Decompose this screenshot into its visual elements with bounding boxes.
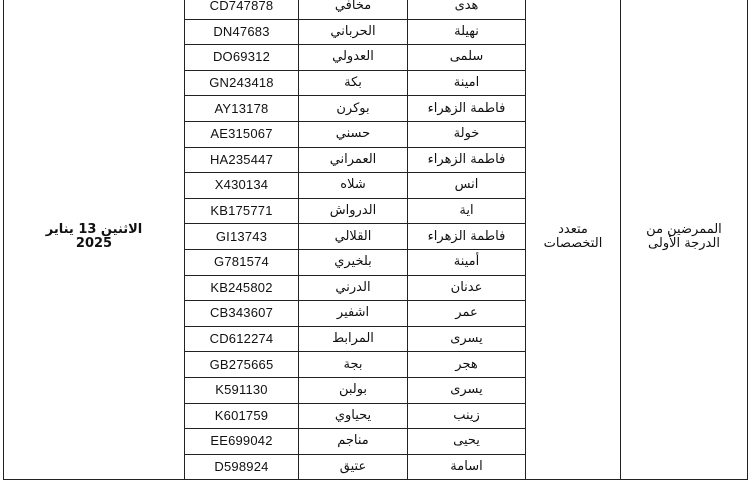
first-name-cell: يحيى [408, 429, 526, 455]
national-id-cell: K591130 [185, 377, 299, 403]
first-name-cell: عمر [408, 301, 526, 327]
national-id-cell: KB245802 [185, 275, 299, 301]
national-id-cell: CB343607 [185, 301, 299, 327]
first-name-cell: انس [408, 173, 526, 199]
last-name-cell: اشفير [299, 301, 408, 327]
exam-date-year: 2025 [75, 235, 113, 251]
first-name-cell: هجر [408, 352, 526, 378]
national-id-cell: GN243418 [185, 70, 299, 96]
national-id-cell: AY13178 [185, 96, 299, 122]
first-name-cell: فاطمة الزهراء [408, 224, 526, 250]
category-cell [621, 0, 748, 480]
first-name-cell: يسرى [408, 326, 526, 352]
specialty-cell [526, 0, 621, 480]
last-name-cell: المرابط [299, 326, 408, 352]
national-id-cell: KB175771 [185, 198, 299, 224]
first-name-cell: يسرى [408, 377, 526, 403]
specialty-line-2: التخصصات [543, 235, 603, 251]
exam-date-day: الاثنين 13 يناير [45, 221, 143, 237]
last-name-cell: بكة [299, 70, 408, 96]
national-id-cell: DO69312 [185, 45, 299, 71]
first-name-cell: امينة [408, 70, 526, 96]
national-id-cell: X430134 [185, 173, 299, 199]
national-id-cell: HA235447 [185, 147, 299, 173]
last-name-cell: القلالي [299, 224, 408, 250]
exam-date-cell [4, 0, 185, 480]
last-name-cell: حسني [299, 121, 408, 147]
category-line-2: الدرجة الأولى [648, 235, 720, 251]
last-name-cell: عتيق [299, 454, 408, 480]
last-name-cell: الحرباني [299, 19, 408, 45]
last-name-cell: مناجم [299, 429, 408, 455]
first-name-cell: اسامة [408, 454, 526, 480]
last-name-cell: يحياوي [299, 403, 408, 429]
first-name-cell: عدنان [408, 275, 526, 301]
last-name-cell: بولبن [299, 377, 408, 403]
national-id-cell: D598924 [185, 454, 299, 480]
last-name-cell: بجة [299, 352, 408, 378]
first-name-cell: نهيلة [408, 19, 526, 45]
last-name-cell: الدرني [299, 275, 408, 301]
first-name-cell: خولة [408, 121, 526, 147]
candidates-table-body [4, 0, 748, 480]
national-id-cell: DN47683 [185, 19, 299, 45]
last-name-cell: العمراني [299, 147, 408, 173]
last-name-cell: الدرواش [299, 198, 408, 224]
specialty-line-1: متعدد [558, 221, 588, 237]
national-id-cell: CD612274 [185, 326, 299, 352]
first-name-cell: أمينة [408, 249, 526, 275]
last-name-cell: بلخيري [299, 249, 408, 275]
national-id-cell: G781574 [185, 249, 299, 275]
first-name-cell: فاطمة الزهراء [408, 96, 526, 122]
last-name-cell: مخافي [299, 0, 408, 19]
table-row [4, 0, 748, 19]
category-line-1: الممرضين من [646, 221, 722, 237]
national-id-cell: GI13743 [185, 224, 299, 250]
first-name-cell: زينب [408, 403, 526, 429]
first-name-cell: اية [408, 198, 526, 224]
national-id-cell: K601759 [185, 403, 299, 429]
first-name-cell: هدى [408, 0, 526, 19]
national-id-cell: CD747878 [185, 0, 299, 19]
last-name-cell: شلاه [299, 173, 408, 199]
national-id-cell: EE699042 [185, 429, 299, 455]
first-name-cell: سلمى [408, 45, 526, 71]
national-id-cell: AE315067 [185, 121, 299, 147]
candidates-table [3, 0, 748, 480]
last-name-cell: العدولي [299, 45, 408, 71]
last-name-cell: بوكرن [299, 96, 408, 122]
first-name-cell: فاطمة الزهراء [408, 147, 526, 173]
national-id-cell: GB275665 [185, 352, 299, 378]
